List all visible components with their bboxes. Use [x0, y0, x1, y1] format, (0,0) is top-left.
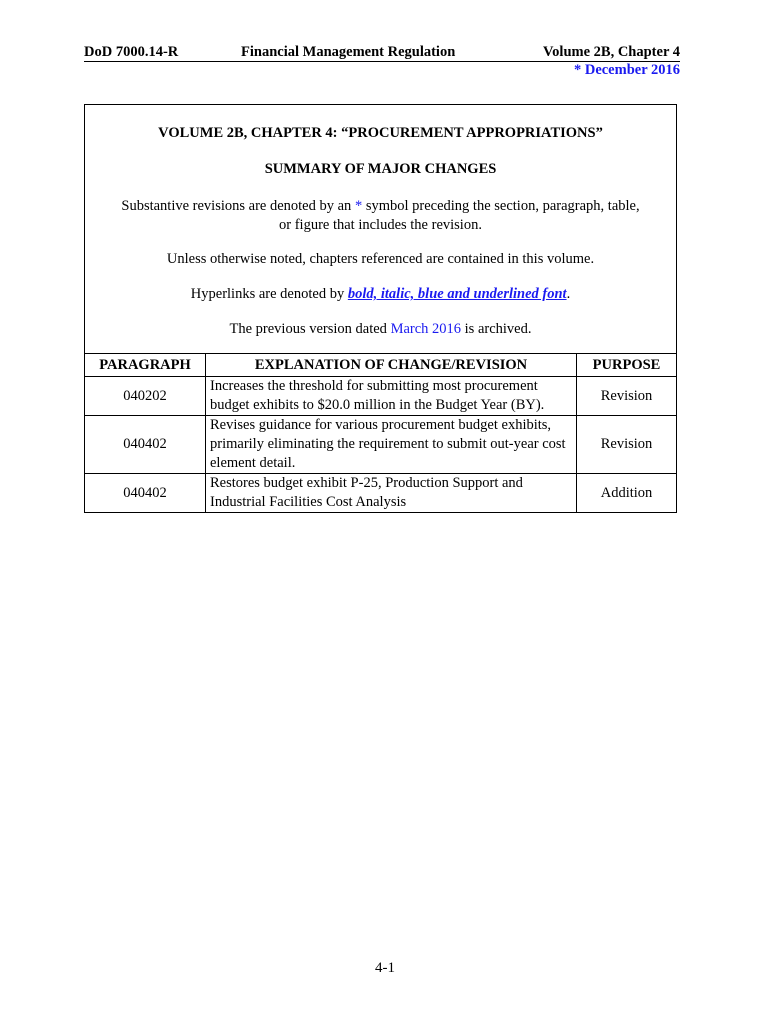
page-header	[84, 44, 680, 78]
archived-version-date: March 2016	[390, 321, 462, 337]
row-purpose: Revision	[577, 377, 677, 416]
revision-note-text-b: symbol preceding the section, paragraph, table, or figure that includes the revision.	[279, 198, 640, 233]
revision-note-text-a: Substantive revisions are denoted by an	[121, 198, 355, 214]
hyperlink-style-example: bold, italic, blue and underlined font	[347, 286, 567, 302]
header-row	[84, 44, 680, 62]
row-paragraph: 040402	[85, 474, 206, 513]
table-row	[85, 474, 677, 513]
col-header-purpose: PURPOSE	[577, 354, 677, 377]
chapters-note: Unless otherwise noted, chapters referenced are contained in this volume.	[166, 251, 595, 267]
revision-date: * December 2016	[573, 62, 680, 78]
row-purpose: Addition	[577, 474, 677, 513]
hyperlink-note	[85, 286, 676, 303]
doc-title: Financial Management Regulation	[241, 44, 456, 60]
archive-note-text-b: is archived.	[461, 321, 532, 337]
table-header-row	[85, 354, 677, 377]
doc-id: DoD 7000.14-R	[84, 44, 179, 60]
hyperlink-note-text-b: .	[566, 286, 571, 302]
hyperlink-note-text-a: Hyperlinks are denoted by	[190, 286, 348, 302]
chapter-title: VOLUME 2B, CHAPTER 4: “PROCUREMENT APPROPRIATIONS”	[158, 125, 603, 141]
archive-note-text-a: The previous version dated	[229, 321, 391, 337]
table-row	[85, 377, 677, 416]
archive-note	[85, 321, 676, 338]
row-purpose: Revision	[577, 416, 677, 474]
volume-chapter: Volume 2B, Chapter 4	[543, 44, 680, 60]
col-header-explanation: EXPLANATION OF CHANGE/REVISION	[206, 354, 577, 377]
table-row	[85, 416, 677, 474]
page-number: 4-1	[375, 960, 395, 976]
row-explanation: Restores budget exhibit P-25, Production Support and Industrial Facilities Cost Analysis	[206, 474, 577, 513]
summary-box	[84, 104, 677, 354]
row-explanation: Revises guidance for various procurement budget exhibits, primarily eliminating the requirement to submit out-year cost element detail.	[206, 416, 577, 474]
summary-heading: SUMMARY OF MAJOR CHANGES	[264, 161, 497, 177]
col-header-paragraph: PARAGRAPH	[85, 354, 206, 377]
row-paragraph: 040202	[85, 377, 206, 416]
revision-note	[115, 197, 646, 235]
row-paragraph: 040402	[85, 416, 206, 474]
row-explanation: Increases the threshold for submitting most procurement budget exhibits to $20.0 million in the Budget Year (BY).	[206, 377, 577, 416]
changes-table	[84, 353, 677, 513]
revision-symbol: *	[354, 198, 363, 214]
